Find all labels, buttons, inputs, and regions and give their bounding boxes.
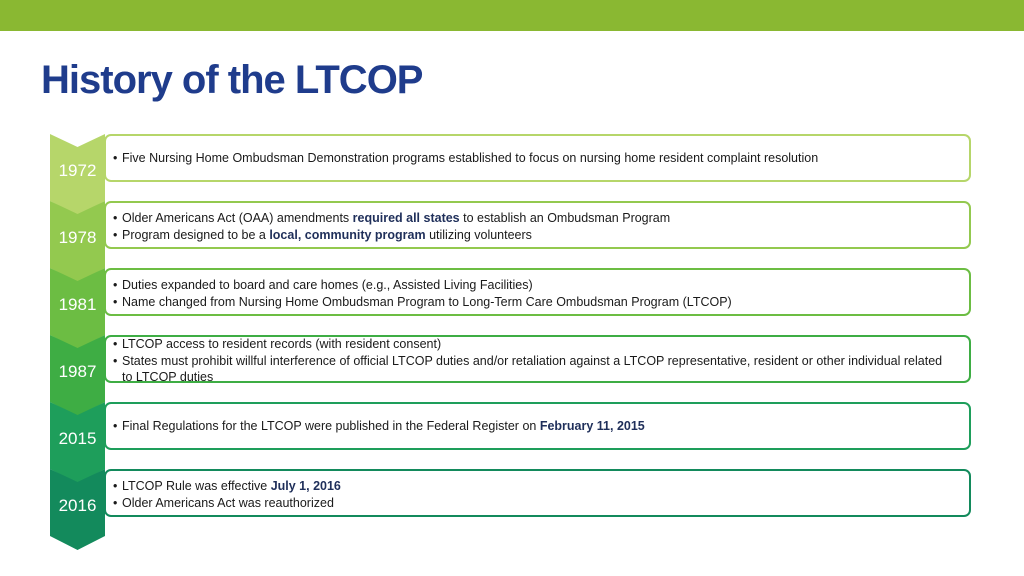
timeline-row — [0, 469, 1024, 536]
bullet-text: States must prohibit willful interference of official LTCOP duties and/or retaliation against a LTCOP representative, resident or other individual related to LTCOP duties — [122, 354, 943, 384]
bullet-text: Name changed from Nursing Home Ombudsman Program to Long-Term Care Ombudsman Program (LTCOP) — [122, 295, 732, 309]
event-bullets — [113, 150, 953, 167]
timeline-row — [0, 335, 1024, 402]
bullet-text: LTCOP Rule was effective — [122, 479, 271, 493]
year-label: 1981 — [58, 295, 97, 314]
bullet-text: to establish an Ombudsman Program — [459, 211, 671, 225]
bullet-item — [113, 336, 953, 352]
bullet-text: Older Americans Act was reauthorized — [122, 496, 334, 510]
year-label: 1978 — [58, 228, 97, 247]
year-label: 1972 — [58, 161, 97, 180]
event-bullets — [113, 336, 953, 386]
timeline-row — [0, 201, 1024, 268]
bullet-item — [113, 227, 953, 243]
bullet-item — [113, 495, 953, 511]
bullet-item — [113, 353, 953, 385]
bullet-text: Five Nursing Home Ombudsman Demonstration programs established to focus on nursing home resident complaint resolution — [122, 151, 819, 165]
bullet-item — [113, 294, 953, 310]
bullet-bold-text: February 11, 2015 — [539, 419, 645, 433]
bullet-text: Final Regulations for the LTCOP were published in the Federal Register on — [122, 419, 540, 433]
page-title: History of the LTCOP — [41, 58, 423, 102]
bullet-text: LTCOP access to resident records (with resident consent) — [122, 337, 442, 351]
bullet-bold-text: local, community program — [269, 228, 426, 242]
bullet-text: Duties expanded to board and care homes (e.g., Assisted Living Facilities) — [122, 278, 533, 292]
bullet-item — [113, 418, 953, 434]
bullet-bold-text: required all states — [352, 211, 460, 225]
year-label: 2015 — [58, 429, 97, 448]
bullet-text: Older Americans Act (OAA) amendments — [122, 211, 353, 225]
timeline-row — [0, 268, 1024, 335]
event-bullets — [113, 210, 953, 244]
event-bullets — [113, 418, 953, 435]
event-bullets — [113, 478, 953, 512]
bullet-bold-text: July 1, 2016 — [270, 479, 341, 493]
event-bullets — [113, 277, 953, 311]
bullet-text: Program designed to be a — [122, 228, 270, 242]
bullet-item — [113, 150, 953, 166]
bullet-item — [113, 277, 953, 293]
timeline-row — [0, 134, 1024, 201]
timeline-row — [0, 402, 1024, 469]
bullet-item — [113, 210, 953, 226]
bullet-item — [113, 478, 953, 494]
bullet-text: utilizing volunteers — [425, 228, 532, 242]
year-label: 1987 — [58, 362, 97, 381]
year-label: 2016 — [58, 496, 97, 515]
